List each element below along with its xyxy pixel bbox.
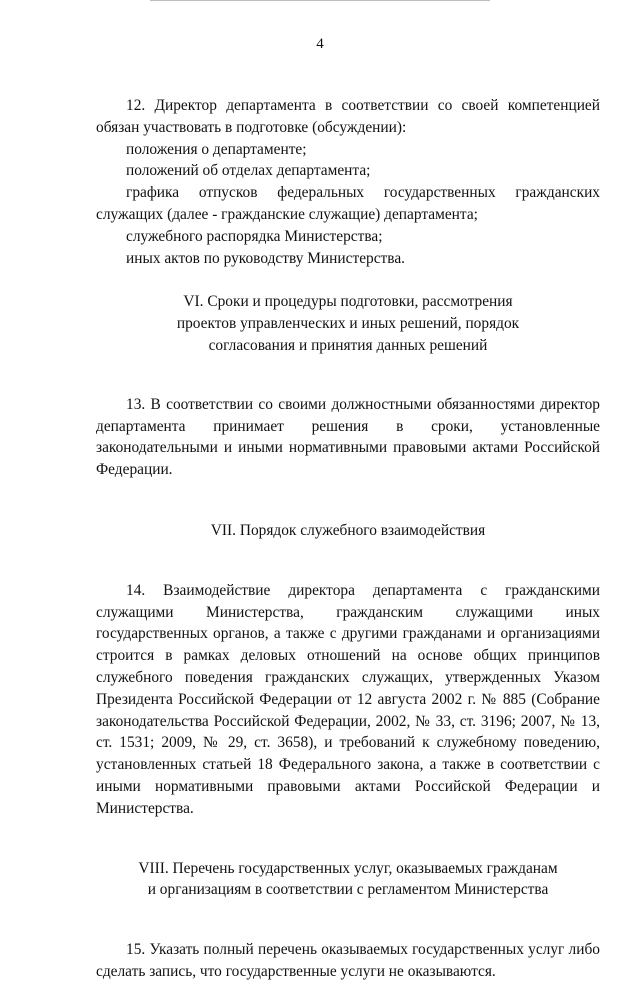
section-6-heading-line-1: VI. Сроки и процедуры подготовки, рассмотрения [183,293,513,311]
section-7-heading: VII. Порядок служебного взаимодействия [210,521,486,539]
item-12-list-item: служебного распорядка Министерства; [126,227,383,245]
section-8-heading-line-2: и организациям в соответствии с регламентом Министерства [147,881,549,899]
item-15-paragraph: 15. Указать полный перечень оказываемых государственных услуг либо сделать запись, что государственные услуги не оказываются. [96,941,600,980]
item-12-intro: 12. Директор департамента в соответствии со своей компетенцией обязан участвовать в подготовке (обсуждении): [96,97,600,136]
item-12-list-item: положений об отделах департамента; [126,162,371,180]
section-6-heading-line-2: проектов управленческих и иных решений, порядок [176,315,520,333]
item-12-list-item: графика отпусков федеральных государственных гражданских служащих (далее - гражданские служащие) департамента; [96,184,600,223]
item-12-list-item: иных актов по руководству Министерства. [126,249,406,267]
item-13-paragraph: 13. В соответствии со своими должностными обязанностями директор департамента принимает решения в сроки, установленные законодательными и иными нормативными правовыми актами Российской Федерации. [96,395,600,479]
item-14-paragraph: 14. Взаимодействие директора департамента с гражданскими служащими Министерства, гражданским служащими иных государственных органов, а также с другими гражданами и организациями строится в рамках деловых отношений на основе общих принципов служебного поведения гражданских служащих, утвержденных Указом Президента Российской Федерации от 12 августа 2002 г. № 885 (Собрание законодательства Российской Федерации, 2002, № 33, ст. 3196; 2007, № 13, ст. 1531; 2009, № 29, ст. 3658), и требований к служебному поведению, установленных статьей 18 Федерального закона, а также в соответствии с иными нормативными правовыми актами Российской Федерации и Министерства. [96,581,600,817]
section-6-heading-line-3: согласования и принятия данных решений [208,336,488,354]
section-8-heading-line-1: VIII. Перечень государственных услуг, оказываемых гражданам [138,859,558,877]
document-body [96,95,600,983]
section-8-heading [96,858,600,902]
section-6-heading [96,291,600,356]
page-number: 4 [316,36,324,52]
item-12-list-item: положения о департаменте; [126,140,307,158]
top-edge-line [150,0,490,1]
